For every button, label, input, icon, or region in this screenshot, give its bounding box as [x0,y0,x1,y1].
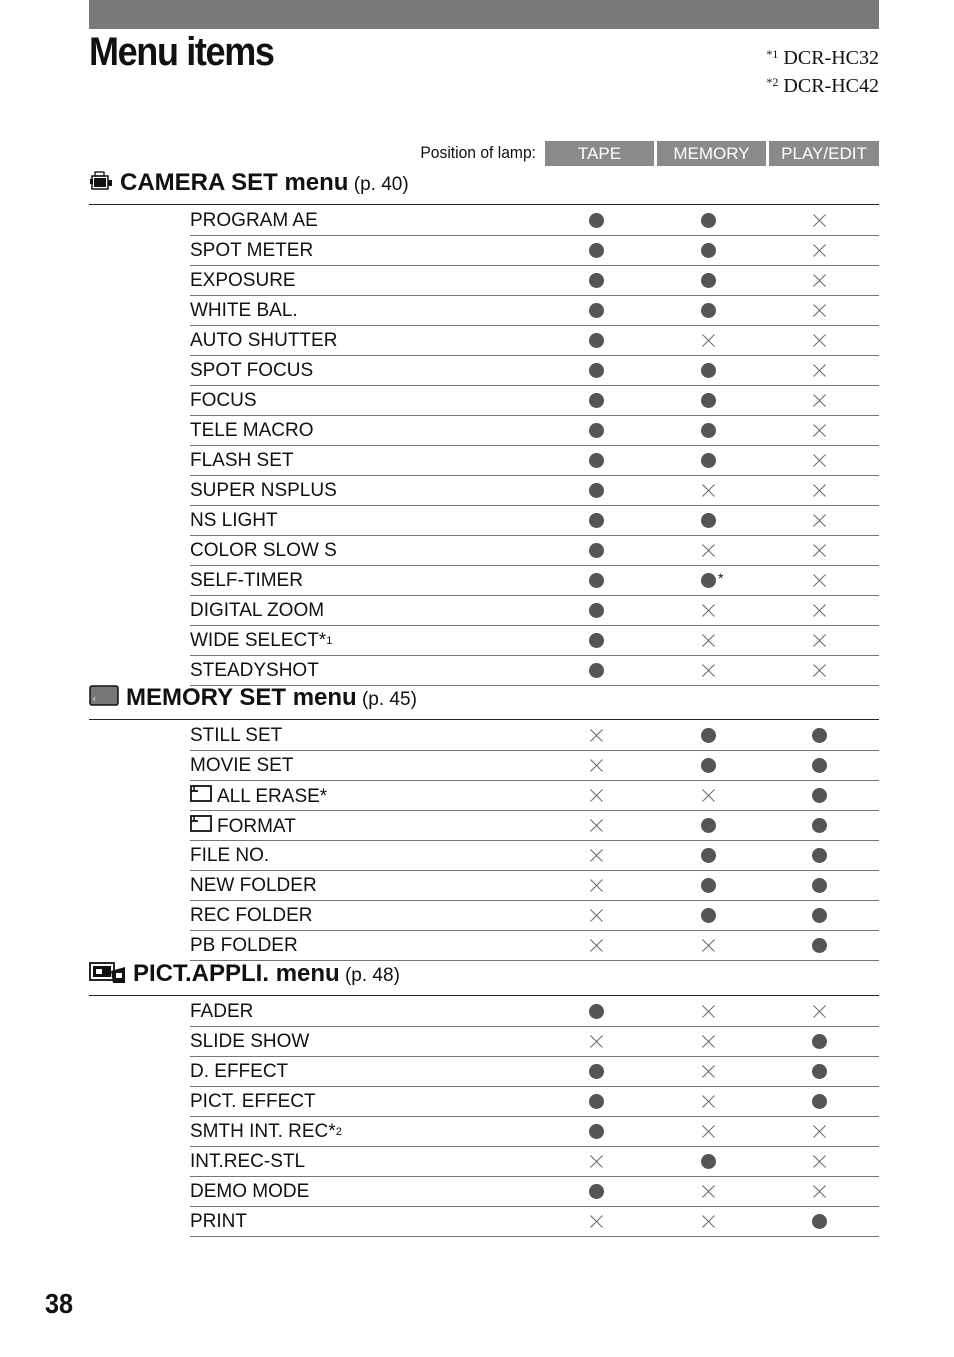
menu-item-label [190,755,293,777]
table-row [190,265,879,296]
table-row [190,1146,879,1177]
menu-item-label [190,330,337,352]
menu-item-text: DIGITAL ZOOM [190,600,325,621]
table-row [190,1176,879,1207]
unavailable-cross-icon [812,483,828,499]
available-dot-icon [589,573,605,589]
available-dot-icon [701,423,717,439]
available-dot-icon [812,1214,828,1230]
menu-item-label [190,270,296,292]
menu-item-label [190,815,296,838]
available-dot-icon [701,393,717,409]
table-row [190,535,879,566]
unavailable-cross-icon [812,393,828,409]
unavailable-cross-icon [589,818,605,834]
menu-item-text: AUTO SHUTTER [190,330,338,351]
menu-item-text: FORMAT [217,815,296,837]
menu-item-label [190,1151,305,1173]
unavailable-cross-icon [701,1064,717,1080]
table-row [190,625,879,656]
available-dot-icon [812,818,828,834]
unavailable-cross-icon [701,483,717,499]
unavailable-cross-icon [701,543,717,559]
unavailable-cross-icon [812,363,828,379]
available-dot-icon [701,303,717,319]
lamp-play-edit: PLAY/EDIT [769,141,879,166]
card-erase-icon [190,785,217,808]
table-row [190,1056,879,1087]
unavailable-cross-icon [589,728,605,744]
picture-application-icon [89,961,127,990]
menu-item-label [190,785,327,808]
table-row [190,595,879,626]
table-row [190,1086,879,1117]
table-row [190,900,879,931]
menu-item-label [190,905,312,927]
unavailable-cross-icon [812,213,828,229]
unavailable-cross-icon [701,603,717,619]
available-dot-icon [701,908,717,924]
menu-item-text: WHITE BAL. [190,300,298,321]
menu-item-label [190,1001,253,1023]
table-row [190,505,879,536]
section-title [126,683,417,715]
table-row [190,475,879,506]
footnote-1: $^{*1}$ DCR-HC32 [766,47,879,69]
available-dot-icon [701,878,717,894]
menu-item-label [190,630,332,652]
unavailable-cross-icon [812,303,828,319]
section-title [133,959,400,991]
menu-item-label [190,660,319,682]
menu-item-label [190,1031,309,1053]
menu-item-text: PICT. EFFECT [190,1091,316,1112]
available-dot-icon [589,213,605,229]
lamp-position-label: Position of lamp: [420,143,536,162]
table-row [190,1206,879,1237]
available-dot-icon [589,513,605,529]
available-dot-icon [701,818,717,834]
section-header [89,683,879,720]
table-row [190,415,879,446]
menu-item-text: COLOR SLOW S [190,540,337,561]
available-dot-icon [589,1094,605,1110]
menu-item-text: SELF-TIMER [190,570,303,591]
page-number: 38 [45,1288,74,1319]
menu-item-label [190,420,314,442]
menu-item-text: SPOT FOCUS [190,360,314,381]
menu-item-label [190,875,317,897]
unavailable-cross-icon [701,788,717,804]
menu-item-text: STILL SET [190,725,283,746]
unavailable-cross-icon [589,908,605,924]
menu-item-text: NEW FOLDER [190,875,317,896]
table-row [190,870,879,901]
section-page-ref: (p. 48) [339,965,400,986]
menu-item-label [190,1121,342,1143]
menu-item-text: INT.REC-STL [190,1151,306,1172]
menu-item-text: STEADYSHOT [190,660,319,681]
table-row [190,235,879,266]
unavailable-cross-icon [701,1004,717,1020]
available-dot-icon [589,273,605,289]
available-dot-icon [812,938,828,954]
available-dot-icon [812,758,828,774]
svg-text:‹: ‹ [93,694,96,703]
unavailable-cross-icon [701,333,717,349]
menu-item-label [190,1211,247,1233]
available-dot-icon [589,543,605,559]
available-dot-icon [812,848,828,864]
menu-item-label [190,210,318,232]
table-row [190,1116,879,1147]
available-dot-icon [589,423,605,439]
footnote-ref: 1 [326,635,333,647]
menu-item-text: MOVIE SET [190,755,294,776]
menu-item-label [190,935,298,957]
available-dot-icon [589,1124,605,1140]
unavailable-cross-icon [701,1214,717,1230]
available-dot-icon [589,1064,605,1080]
unavailable-cross-icon [701,633,717,649]
available-dot-icon [589,393,605,409]
section-page-ref: (p. 40) [348,174,409,195]
section-title [120,168,409,200]
table-row [190,1026,879,1057]
unavailable-cross-icon [812,1124,828,1140]
menu-item-label [190,240,313,262]
unavailable-cross-icon [812,243,828,259]
footnote-2: $^{*2}$ DCR-HC42 [766,75,879,97]
unavailable-cross-icon [589,788,605,804]
available-dot-icon [812,728,828,744]
table-row [190,355,879,386]
menu-item-label [190,360,313,382]
menu-item-label [190,540,337,562]
available-dot-icon [701,213,717,229]
table-row [190,780,879,811]
section-header [89,959,879,996]
menu-item-label [190,845,269,867]
menu-item-text: PB FOLDER [190,935,298,956]
menu-item-label [190,725,282,747]
available-dot-icon [812,908,828,924]
menu-item-label [190,1061,288,1083]
menu-item-label [190,600,324,622]
unavailable-cross-icon [812,1154,828,1170]
footnote-ref: 2 [335,1126,342,1138]
available-dot-icon [589,1184,605,1200]
menu-item-text: FOCUS [190,390,257,411]
menu-item-label [190,570,303,592]
table-row [190,295,879,326]
menu-item-text: D. EFFECT [190,1061,289,1082]
available-dot-icon [701,570,724,589]
memory-card-icon [89,685,119,712]
table-row [190,996,879,1027]
menu-item-text: PROGRAM AE [190,210,318,231]
available-dot-icon [812,1094,828,1110]
menu-item-text: REC FOLDER [190,905,313,926]
unavailable-cross-icon [812,1004,828,1020]
menu-item-label [190,300,298,322]
menu-item-text: FILE NO. [190,845,270,866]
available-dot-icon [812,788,828,804]
available-dot-icon [812,1034,828,1050]
table-row [190,445,879,476]
unavailable-cross-icon [812,573,828,589]
menu-item-text: FADER [190,1001,254,1022]
available-dot-icon [701,243,717,259]
available-dot-icon [701,758,717,774]
unavailable-cross-icon [589,1214,605,1230]
menu-item-text: TELE MACRO [190,420,314,441]
unavailable-cross-icon [701,938,717,954]
available-dot-icon [589,333,605,349]
header-bar [89,0,879,29]
available-dot-icon [589,483,605,499]
unavailable-cross-icon [812,543,828,559]
available-dot-icon [701,453,717,469]
table-row [190,565,879,596]
unavailable-cross-icon [812,333,828,349]
unavailable-cross-icon [812,513,828,529]
available-dot-icon [589,663,605,679]
unavailable-cross-icon [589,1154,605,1170]
unavailable-cross-icon [589,938,605,954]
table-row [190,205,879,236]
available-dot-icon [589,363,605,379]
menu-item-text: WIDE SELECT* [190,630,327,651]
unavailable-cross-icon [589,848,605,864]
menu-item-text: EXPOSURE [190,270,296,291]
menu-item-text: PRINT [190,1211,247,1232]
table-row [190,840,879,871]
section-header [89,168,879,205]
unavailable-cross-icon [701,1124,717,1140]
unavailable-cross-icon [812,453,828,469]
available-dot-icon [589,453,605,469]
table-row [190,385,879,416]
unavailable-cross-icon [589,878,605,894]
lamp-memory: MEMORY [657,141,766,166]
unavailable-cross-icon [701,1094,717,1110]
menu-item-label [190,510,278,532]
unavailable-cross-icon [701,1034,717,1050]
available-dot-icon [589,243,605,259]
menu-item-label [190,450,293,472]
asterisk-note: * [718,570,724,586]
table-row [190,930,879,961]
menu-item-label [190,390,257,412]
unavailable-cross-icon [812,633,828,649]
lamp-tape: TAPE [545,141,654,166]
section-title-text: MEMORY SET menu [126,684,357,711]
available-dot-icon [701,1154,717,1170]
card-format-icon [190,815,217,838]
available-dot-icon [701,363,717,379]
available-dot-icon [589,303,605,319]
available-dot-icon [589,603,605,619]
unavailable-cross-icon [812,603,828,619]
menu-item-label [190,480,337,502]
menu-item-text: DEMO MODE [190,1181,310,1202]
menu-item-label [190,1091,316,1113]
menu-item-text: SLIDE SHOW [190,1031,310,1052]
available-dot-icon [701,728,717,744]
menu-item-text: SPOT METER [190,240,314,261]
available-dot-icon [812,1064,828,1080]
menu-item-label [190,1181,309,1203]
available-dot-icon [589,1004,605,1020]
available-dot-icon [701,848,717,864]
unavailable-cross-icon [589,758,605,774]
camera-icon [89,170,113,197]
section-title-text: PICT.APPLI. menu [133,960,340,987]
menu-item-text: NS LIGHT [190,510,278,531]
available-dot-icon [812,878,828,894]
model-footnotes [766,42,879,98]
available-dot-icon [701,273,717,289]
menu-item-text: SUPER NSPLUS [190,480,337,501]
unavailable-cross-icon [589,1034,605,1050]
unavailable-cross-icon [812,423,828,439]
menu-item-text: FLASH SET [190,450,294,471]
table-row [190,810,879,841]
unavailable-cross-icon [701,1184,717,1200]
menu-item-text: ALL ERASE* [217,785,328,807]
unavailable-cross-icon [812,273,828,289]
page-title: Menu items [89,30,274,74]
unavailable-cross-icon [812,1184,828,1200]
available-dot-icon [701,513,717,529]
table-row [190,655,879,686]
unavailable-cross-icon [701,663,717,679]
section-page-ref: (p. 45) [356,689,417,710]
available-dot-icon [589,633,605,649]
table-row [190,325,879,356]
table-row [190,750,879,781]
section-title-text: CAMERA SET menu [120,169,349,196]
table-row [190,720,879,751]
unavailable-cross-icon [812,663,828,679]
menu-item-text: SMTH INT. REC* [190,1121,336,1142]
